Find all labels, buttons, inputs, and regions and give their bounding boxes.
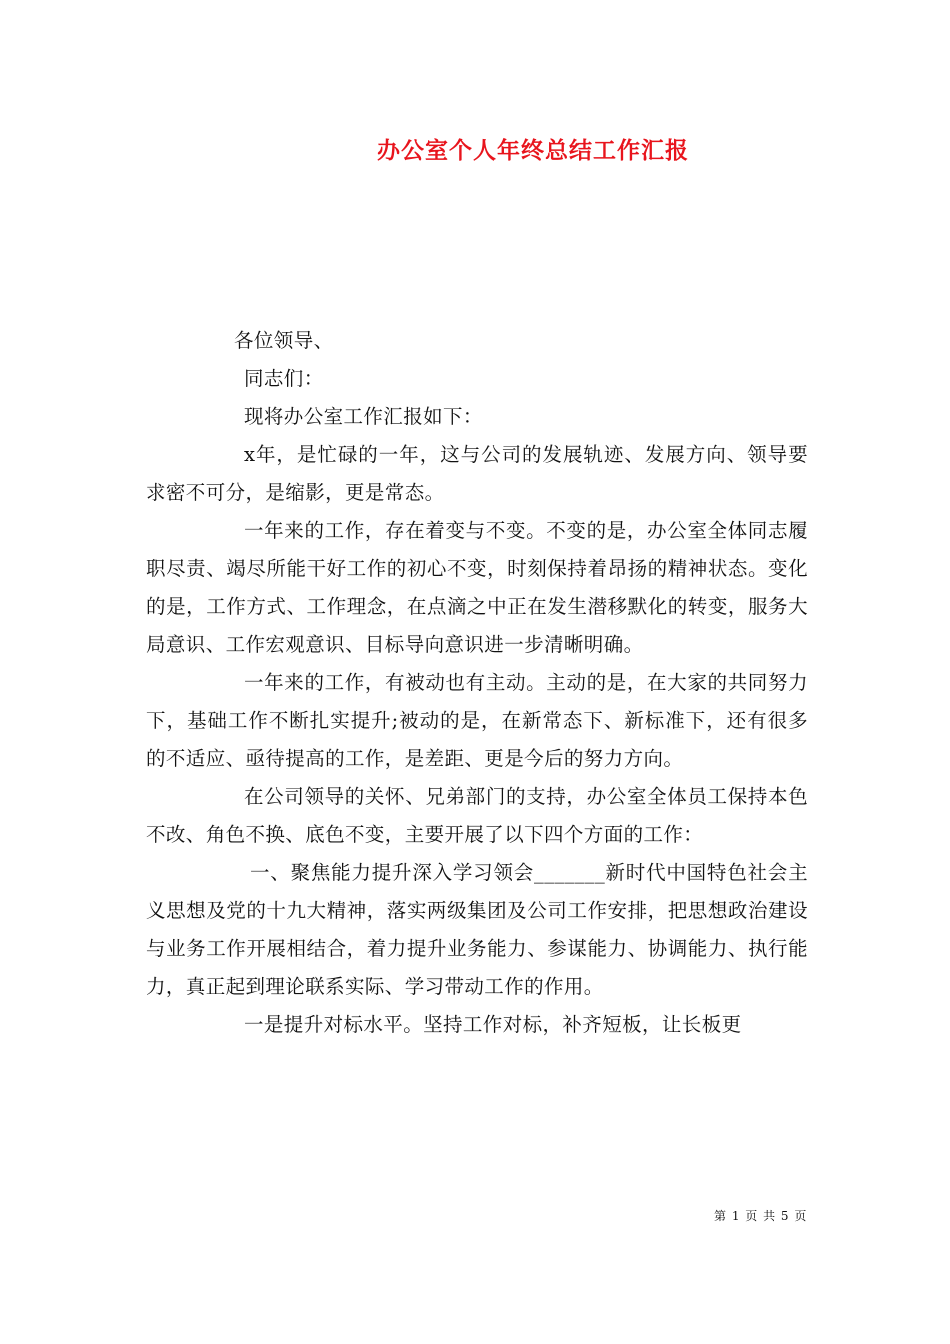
document-body bbox=[146, 322, 808, 1044]
paragraph: 一年来的工作，有被动也有主动。主动的是，在大家的共同努力下，基础工作不断扎实提升;被动的是，在新常态下、新标准下，还有很多的不适应、亟待提高的工作，是差距、更是今后的努力方向。 bbox=[146, 671, 808, 770]
section-heading-paragraph: 一、聚焦能力提升深入学习领会_______新时代中国特色社会主义思想及党的十九大精神，落实两级集团及公司工作安排，把思想政治建设与业务工作开展相结合，着力提升业务能力、参谋能力、协调能力、执行能力，真正起到理论联系实际、学习带动工作的作用。 bbox=[146, 861, 808, 998]
paragraph: x年，是忙碌的一年，这与公司的发展轨迹、发展方向、领导要求密不可分，是缩影，更是常态。 bbox=[146, 443, 808, 504]
salutation-leaders: 各位领导、 bbox=[234, 329, 334, 352]
paragraph: 在公司领导的关怀、兄弟部门的支持，办公室全体员工保持本色不改、角色不换、底色不变，主要开展了以下四个方面的工作： bbox=[146, 785, 808, 846]
paragraph: 一是提升对标水平。坚持工作对标，补齐短板，让长板更 bbox=[244, 1013, 742, 1036]
paragraph: 一年来的工作，存在着变与不变。不变的是，办公室全体同志履职尽责、竭尽所能干好工作的初心不变，时刻保持着昂扬的精神状态。变化的是，工作方式、工作理念，在点滴之中正在发生潜移默化的转变，服务大局意识、工作宏观意识、目标导向意识进一步清晰明确。 bbox=[146, 519, 808, 656]
page-number: 第 1 页 共 5 页 bbox=[714, 1209, 808, 1223]
salutation-comrades: 同志们： bbox=[244, 367, 324, 390]
report-intro: 现将办公室工作汇报如下： bbox=[244, 405, 483, 428]
document-title: 办公室个人年终总结工作汇报 bbox=[377, 137, 689, 164]
